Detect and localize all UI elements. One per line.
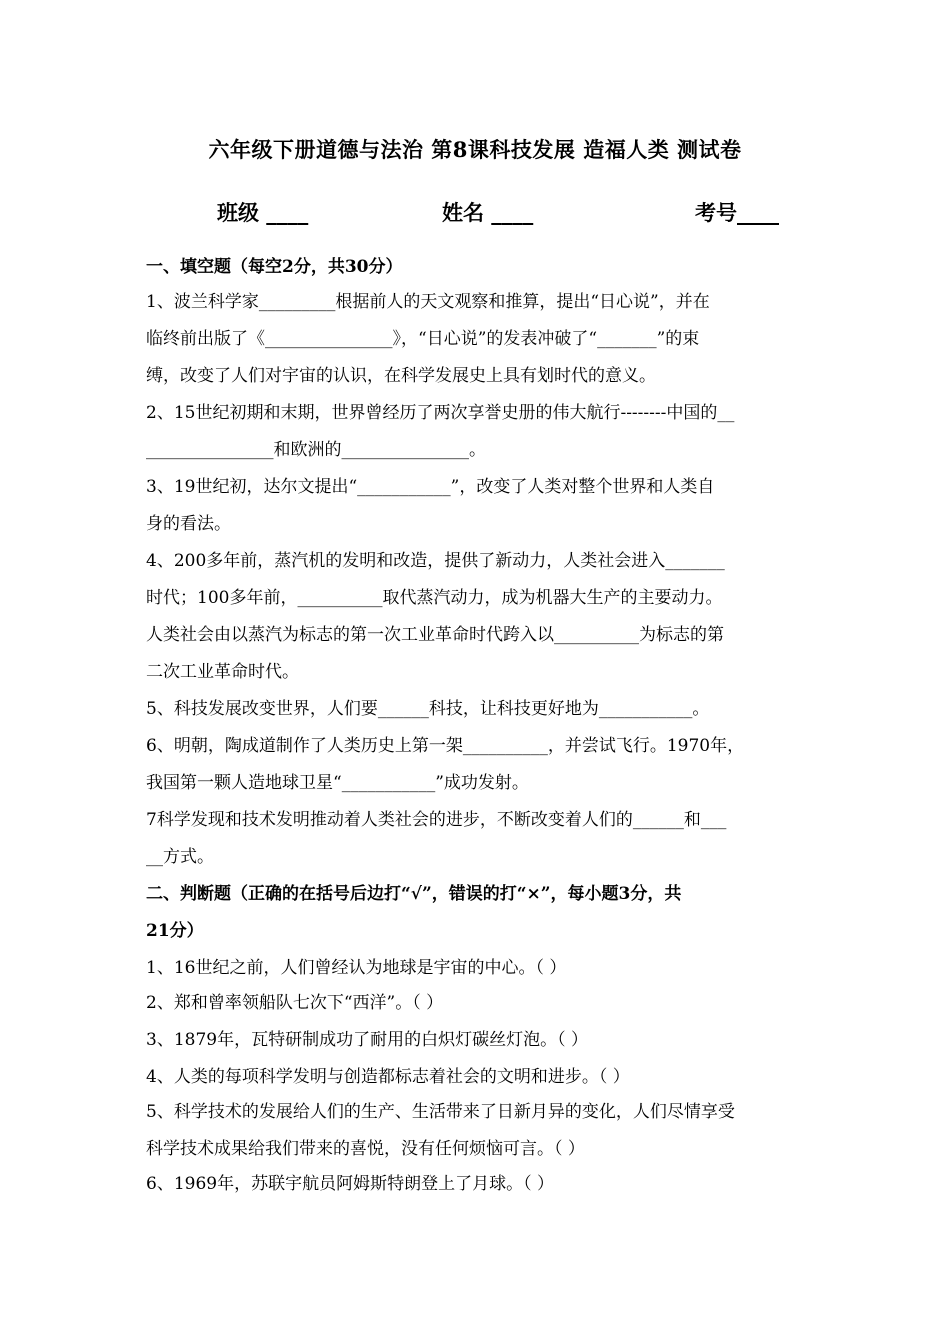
section-heading-true-false-cont: 21分） (146, 921, 204, 941)
judgment-question: 2、郑和曾率领船队七次下“西洋”。（ ） (146, 993, 444, 1013)
question-line: 5、科技发展改变世界，人们要______科技，让科技更好地为___________。 (146, 699, 710, 719)
judgment-question: 5、科学技术的发展给人们的生产、生活带来了日新月异的变化，人们尽情享受 (146, 1102, 735, 1122)
judgment-question: 6、1969年，苏联宇航员阿姆斯特朗登上了月球。（ ） (146, 1174, 554, 1194)
section-heading-true-false: 二、判断题（正确的在括号后边打“√”，错误的打“×”，每小题3分，共 (146, 884, 682, 904)
judgment-question: 3、1879年，瓦特研制成功了耐用的白炽灯碳丝灯泡。（ ） (146, 1030, 588, 1050)
judgment-question: 科学技术成果给我们带来的喜悦，没有任何烦恼可言。（ ） (146, 1139, 585, 1159)
question-line: 缚，改变了人们对宇宙的认识，在科学发展史上具有划时代的意义。 (146, 366, 656, 386)
question-line: 4、200多年前，蒸汽机的发明和改造，提供了新动力，人类社会进入_______ (146, 551, 725, 571)
page-title: 六年级下册道德与法治 第8课科技发展 造福人类 测试卷 (208, 137, 742, 162)
name-field-label: 姓名 ____ (442, 200, 534, 225)
question-line: 1、波兰科学家_________根据前人的天文观察和推算，提出“日心说”，并在 (146, 292, 710, 312)
question-line: 我国第一颗人造地球卫星“___________”成功发射。 (146, 773, 529, 793)
question-line: 2、15世纪初期和末期，世界曾经历了两次享誉史册的伟大航行--------中国的__ (146, 403, 735, 423)
question-line: 临终前出版了《_______________》，“日心说”的发表冲破了“_______”的束 (146, 329, 700, 349)
question-line: _______________和欧洲的_______________。 (146, 440, 486, 460)
exam-number-field-label: 考号____ (695, 200, 779, 225)
section-heading-fill-in: 一、填空题（每空2分，共30分） (146, 257, 403, 277)
question-line: __方式。 (146, 847, 214, 867)
question-line: 时代；100多年前，__________取代蒸汽动力，成为机器大生产的主要动力。 (146, 588, 723, 608)
question-line: 身的看法。 (146, 514, 231, 534)
question-line: 二次工业革命时代。 (146, 662, 299, 682)
class-field-label: 班级 ____ (217, 200, 309, 225)
student-info-row (0, 197, 950, 231)
question-line: 7科学发现和技术发明推动着人类社会的进步，不断改变着人们的______和___ (146, 810, 727, 830)
question-line: 6、明朝，陶成道制作了人类历史上第一架__________，并尝试飞行。1970年， (146, 736, 745, 756)
question-line: 3、19世纪初，达尔文提出“___________”，改变了人类对整个世界和人类自 (146, 477, 715, 497)
question-line: 人类社会由以蒸汽为标志的第一次工业革命时代跨入以__________为标志的第 (146, 625, 724, 645)
judgment-question: 1、16世纪之前，人们曾经认为地球是宇宙的中心。（ ） (146, 958, 567, 978)
judgment-question: 4、人类的每项科学发明与创造都标志着社会的文明和进步。（ ） (146, 1067, 630, 1087)
